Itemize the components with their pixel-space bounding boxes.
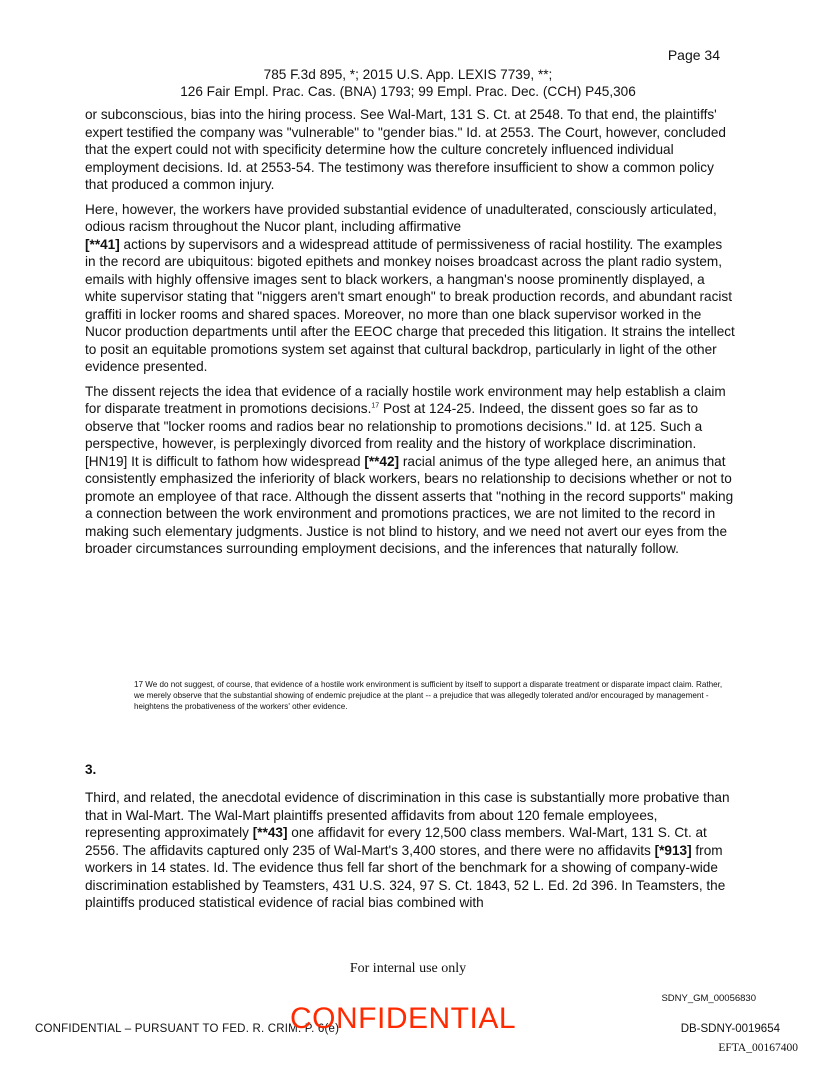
paragraph-3-text-b: Post at 124-25. Indeed, the dissent goes so far as to observe that "locker rooms and radios bear no relationship to promotions decisions." Id. at 125. Such a perspective, however, is perplexingly divorced from reality and the history of workplace discrimination. [HN19] It is difficult to fathom how widespread (85, 401, 703, 469)
footnote-reference[interactable]: 17 (371, 402, 380, 410)
section-text-c: from workers in 14 states. Id. The evidence thus fell far short of the benchmark for a showing of company-wide discrimination established by Teamsters, 431 U.S. 324, 97 S. Ct. 1843, 52 L. Ed. 2d 396. In Teamsters, the plaintiffs produced statistical evidence of racial bias combined with (85, 842, 726, 910)
section-text-b: one affidavit for every 12,500 class members. Wal-Mart, 131 S. Ct. at 2556. The affidavits captured only 235 of Wal-Mart's 3,400 stores, and there were no affidavits (85, 825, 707, 858)
paragraph-3-text-c: racial animus of the type alleged here, an animus that consistently emphasized the inferiority of black workers, bears no relationship to decisions whether or not to promote an employee of that race. Although the dissent asserts that "nothing in the record supports" making a connection between the work environment and promotions practices, we are not limited to the record in making such elementary judgments. Justice is not blind to history, and we need not avert our eyes from the broader circumstances surrounding employment decisions, and the inferences that naturally follow. (85, 453, 734, 556)
page-marker-43: [**43] (252, 825, 288, 840)
section-text-a: Third, and related, the anecdotal evidence of discrimination in this case is substantially more probative than that in Wal-Mart. The Wal-Mart plaintiffs presented affidavits from about 120 female employees, representing approximately (85, 790, 730, 840)
opinion-body (85, 106, 735, 565)
confidential-notice: CONFIDENTIAL – PURSUANT TO FED. R. CRIM. P. 6(e) (35, 1023, 340, 1035)
paragraph-2-text-a: Here, however, the workers have provided substantial evidence of unadulterated, consciously articulated, odious racism throughout the Nucor plant, including affirmative (85, 201, 717, 234)
paragraph-1: or subconscious, bias into the hiring process. See Wal-Mart, 131 S. Ct. at 2548. To that end, the plaintiffs' expert testified the company was "vulnerable" to "gender bias." Id. at 2553. The Court, however, concluded that the expert could not with specificity determine how the culture concretely influenced individual employment decisions. Id. at 2553-54. The testimony was therefore insufficient to show a common policy that produced a common injury. (85, 107, 726, 192)
section-3-paragraph (85, 789, 735, 912)
page-marker-41: [**41] (85, 236, 120, 252)
bates-sdny-gm: SDNY_GM_00056830 (661, 993, 756, 1004)
footnote-17: 17 We do not suggest, of course, that evidence of a hostile work environment is sufficient by itself to support a disparate treatment or disparate impact claim. Rather, we merely observe that the substantial showing of endemic prejudice at the plant -- a prejudice that was allegedly tolerated and/or encouraged by management - heightens the probativeness of the workers' other evidence. (134, 680, 723, 711)
page-marker-913: [*913] (654, 842, 692, 858)
section-heading: 3. (85, 762, 97, 777)
bates-db-sdny: DB-SDNY-0019654 (680, 1023, 780, 1035)
paragraph-2-text-b: actions by supervisors and a widespread attitude of permissiveness of racial hostility. The examples in the record are ubiquitous: bigoted epithets and monkey noises broadcast across the plant radio system, emails with highly offensive images sent to black workers, a hangman's noose prominently displayed, a white supervisor stating that "niggers aren't smart enough" to break production records, and abundant racist graffiti in locker rooms and shared spaces. Moreover, no more than one black supervisor worked in the Nucor production departments until after the EEOC charge that preceded this litigation. It strains the intellect to posit an equitable promotions system set against that cultural backdrop, particularly in light of the other evidence presented. (85, 236, 735, 374)
paragraph-2 (85, 201, 735, 376)
page-marker-42: [**42] (364, 453, 400, 469)
internal-use-notice: For internal use only (349, 961, 467, 976)
paragraph-3-text-a: The dissent rejects the idea that evidence of a racially hostile work environment may help establish a claim for disparate treatment in promotions decisions. (85, 383, 726, 416)
citation-line-2: 126 Fair Empl. Prac. Cas. (BNA) 1793; 99 Empl. Prac. Dec. (CCH) P45,306 (180, 84, 636, 99)
page-number: Page 34 (667, 47, 720, 63)
bates-efta: EFTA_00167400 (718, 1042, 798, 1054)
paragraph-3 (85, 383, 735, 558)
citation-line-1: 785 F.3d 895, *; 2015 U.S. App. LEXIS 7739, **; (263, 67, 553, 82)
confidential-stamp: CONFIDENTIAL (290, 1002, 517, 1035)
